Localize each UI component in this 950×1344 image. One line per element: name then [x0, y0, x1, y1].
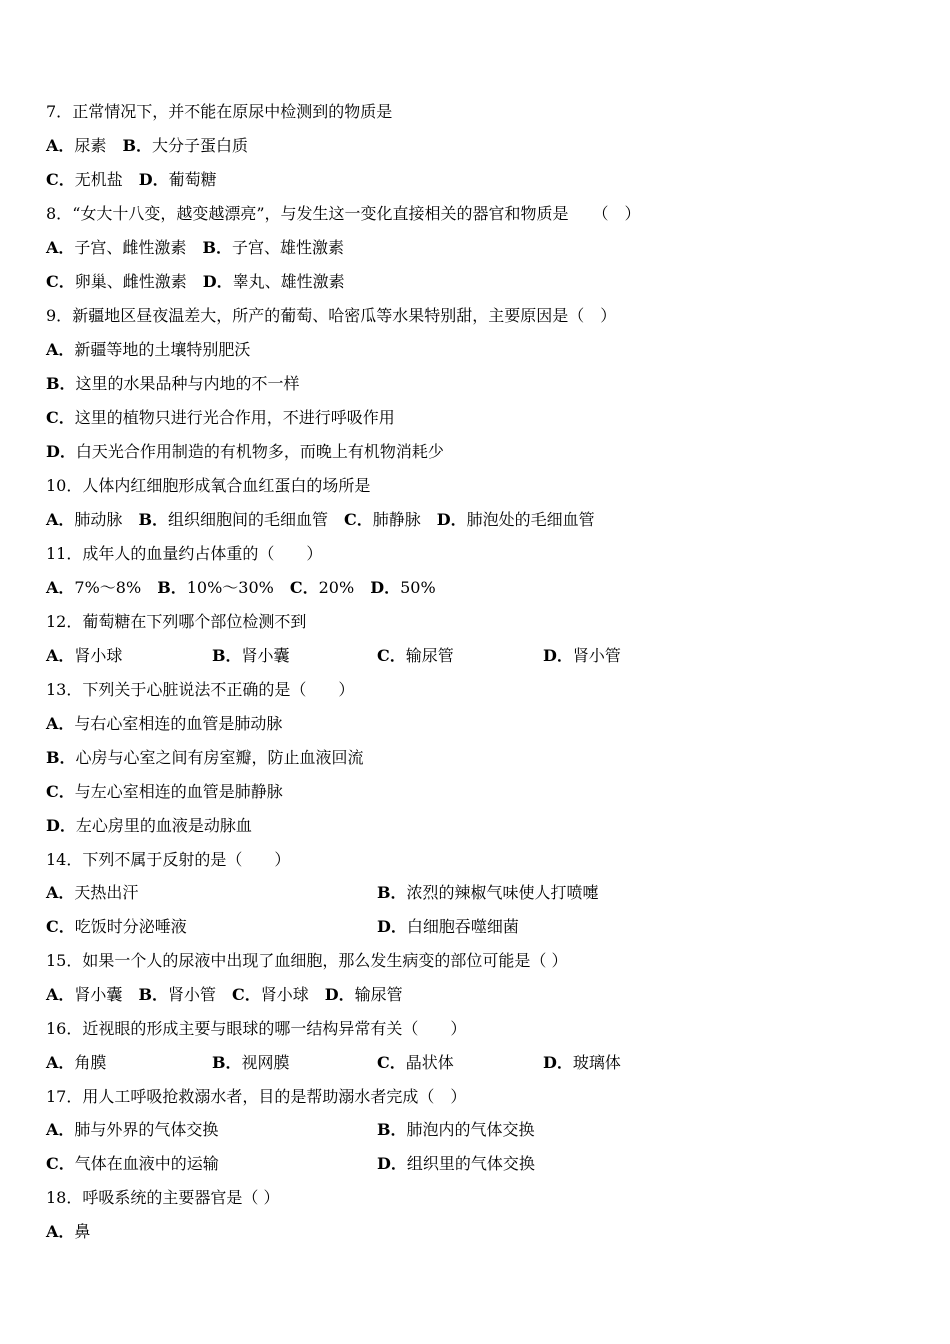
- question-12-option-b: B．肾小囊: [212, 646, 290, 665]
- question-16-options-row: [46, 1046, 906, 1080]
- question-16-option-c: C．晶状体: [377, 1053, 454, 1072]
- question-17-option-c: C．气体在血液中的运输: [46, 1154, 219, 1173]
- question-16-option-a: A．角膜: [46, 1053, 107, 1072]
- question-8-stem: 8．“女大十八变，越变越漂亮”，与发生这一变化直接相关的器官和物质是 （ ）: [46, 204, 641, 223]
- question-8-options-row-1: A．子宫、雌性激素 B．子宫、雄性激素: [46, 238, 344, 257]
- question-9-option-d: D．白天光合作用制造的有机物多，而晚上有机物消耗少: [46, 442, 444, 461]
- question-14-stem: 14．下列不属于反射的是（ ）: [46, 850, 291, 869]
- question-13-option-b: B．心房与心室之间有房室瓣，防止血液回流: [46, 748, 364, 767]
- question-7-stem: 7．正常情况下，并不能在原尿中检测到的物质是: [46, 102, 393, 121]
- question-12-option-c: C．输尿管: [377, 646, 454, 665]
- question-13-option-d: D．左心房里的血液是动脉血: [46, 816, 252, 835]
- question-10-stem: 10．人体内红细胞形成氧合血红蛋白的场所是: [46, 476, 371, 495]
- question-17-option-b: B．肺泡内的气体交换: [377, 1120, 535, 1139]
- question-12-stem: 12．葡萄糖在下列哪个部位检测不到: [46, 612, 307, 631]
- question-18-option-a: A．鼻: [46, 1222, 91, 1241]
- question-9-option-c: C．这里的植物只进行光合作用，不进行呼吸作用: [46, 408, 395, 427]
- question-16-stem: 16．近视眼的形成主要与眼球的哪一结构异常有关（ ）: [46, 1019, 467, 1038]
- question-17-option-d: D．组织里的气体交换: [377, 1154, 535, 1173]
- question-16-option-d: D．玻璃体: [543, 1053, 621, 1072]
- question-17-stem: 17．用人工呼吸抢救溺水者，目的是帮助溺水者完成（ ）: [46, 1087, 467, 1106]
- question-15-stem: 15．如果一个人的尿液中出现了血细胞，那么发生病变的部位可能是（ ）: [46, 951, 568, 970]
- question-9-stem: 9．新疆地区昼夜温差大，所产的葡萄、哈密瓜等水果特别甜，主要原因是（ ）: [46, 306, 617, 325]
- question-18-stem: 18．呼吸系统的主要器官是（ ）: [46, 1188, 280, 1207]
- question-16-option-b: B．视网膜: [212, 1053, 290, 1072]
- question-13-option-c: C．与左心室相连的血管是肺静脉: [46, 782, 283, 801]
- question-9-option-b: B．这里的水果品种与内地的不一样: [46, 374, 300, 393]
- question-17-options-row-1: [46, 1113, 906, 1147]
- question-11-options-row: A．7%～8% B．10%～30% C．20% D．50%: [46, 578, 436, 597]
- question-13-stem: 13．下列关于心脏说法不正确的是（ ）: [46, 680, 355, 699]
- question-14-option-c: C．吃饭时分泌唾液: [46, 917, 187, 936]
- question-11-stem: 11．成年人的血量约占体重的（ ）: [46, 544, 323, 563]
- question-14-options-row-1: [46, 876, 906, 910]
- question-7-options-row-2: C．无机盐 D．葡萄糖: [46, 170, 217, 189]
- question-17-options-row-2: [46, 1147, 906, 1181]
- question-9-option-a: A．新疆等地的土壤特别肥沃: [46, 340, 251, 359]
- question-7-options-row-1: A．尿素 B．大分子蛋白质: [46, 136, 248, 155]
- question-12-option-d: D．肾小管: [543, 646, 621, 665]
- question-12-option-a: A．肾小球: [46, 646, 123, 665]
- question-10-options-row: A．肺动脉 B．组织细胞间的毛细血管 C．肺静脉 D．肺泡处的毛细血管: [46, 510, 595, 529]
- question-14-option-d: D．白细胞吞噬细菌: [377, 917, 519, 936]
- question-12-options-row: [46, 639, 906, 673]
- question-15-options-row: A．肾小囊 B．肾小管 C．肾小球 D．输尿管: [46, 985, 403, 1004]
- question-14-option-a: A．天热出汗: [46, 883, 139, 902]
- question-13-option-a: A．与右心室相连的血管是肺动脉: [46, 714, 283, 733]
- question-8-options-row-2: C．卵巢、雌性激素 D．睾丸、雄性激素: [46, 272, 345, 291]
- question-17-option-a: A．肺与外界的气体交换: [46, 1120, 219, 1139]
- question-14-options-row-2: [46, 910, 906, 944]
- question-14-option-b: B．浓烈的辣椒气味使人打喷嚏: [377, 883, 599, 902]
